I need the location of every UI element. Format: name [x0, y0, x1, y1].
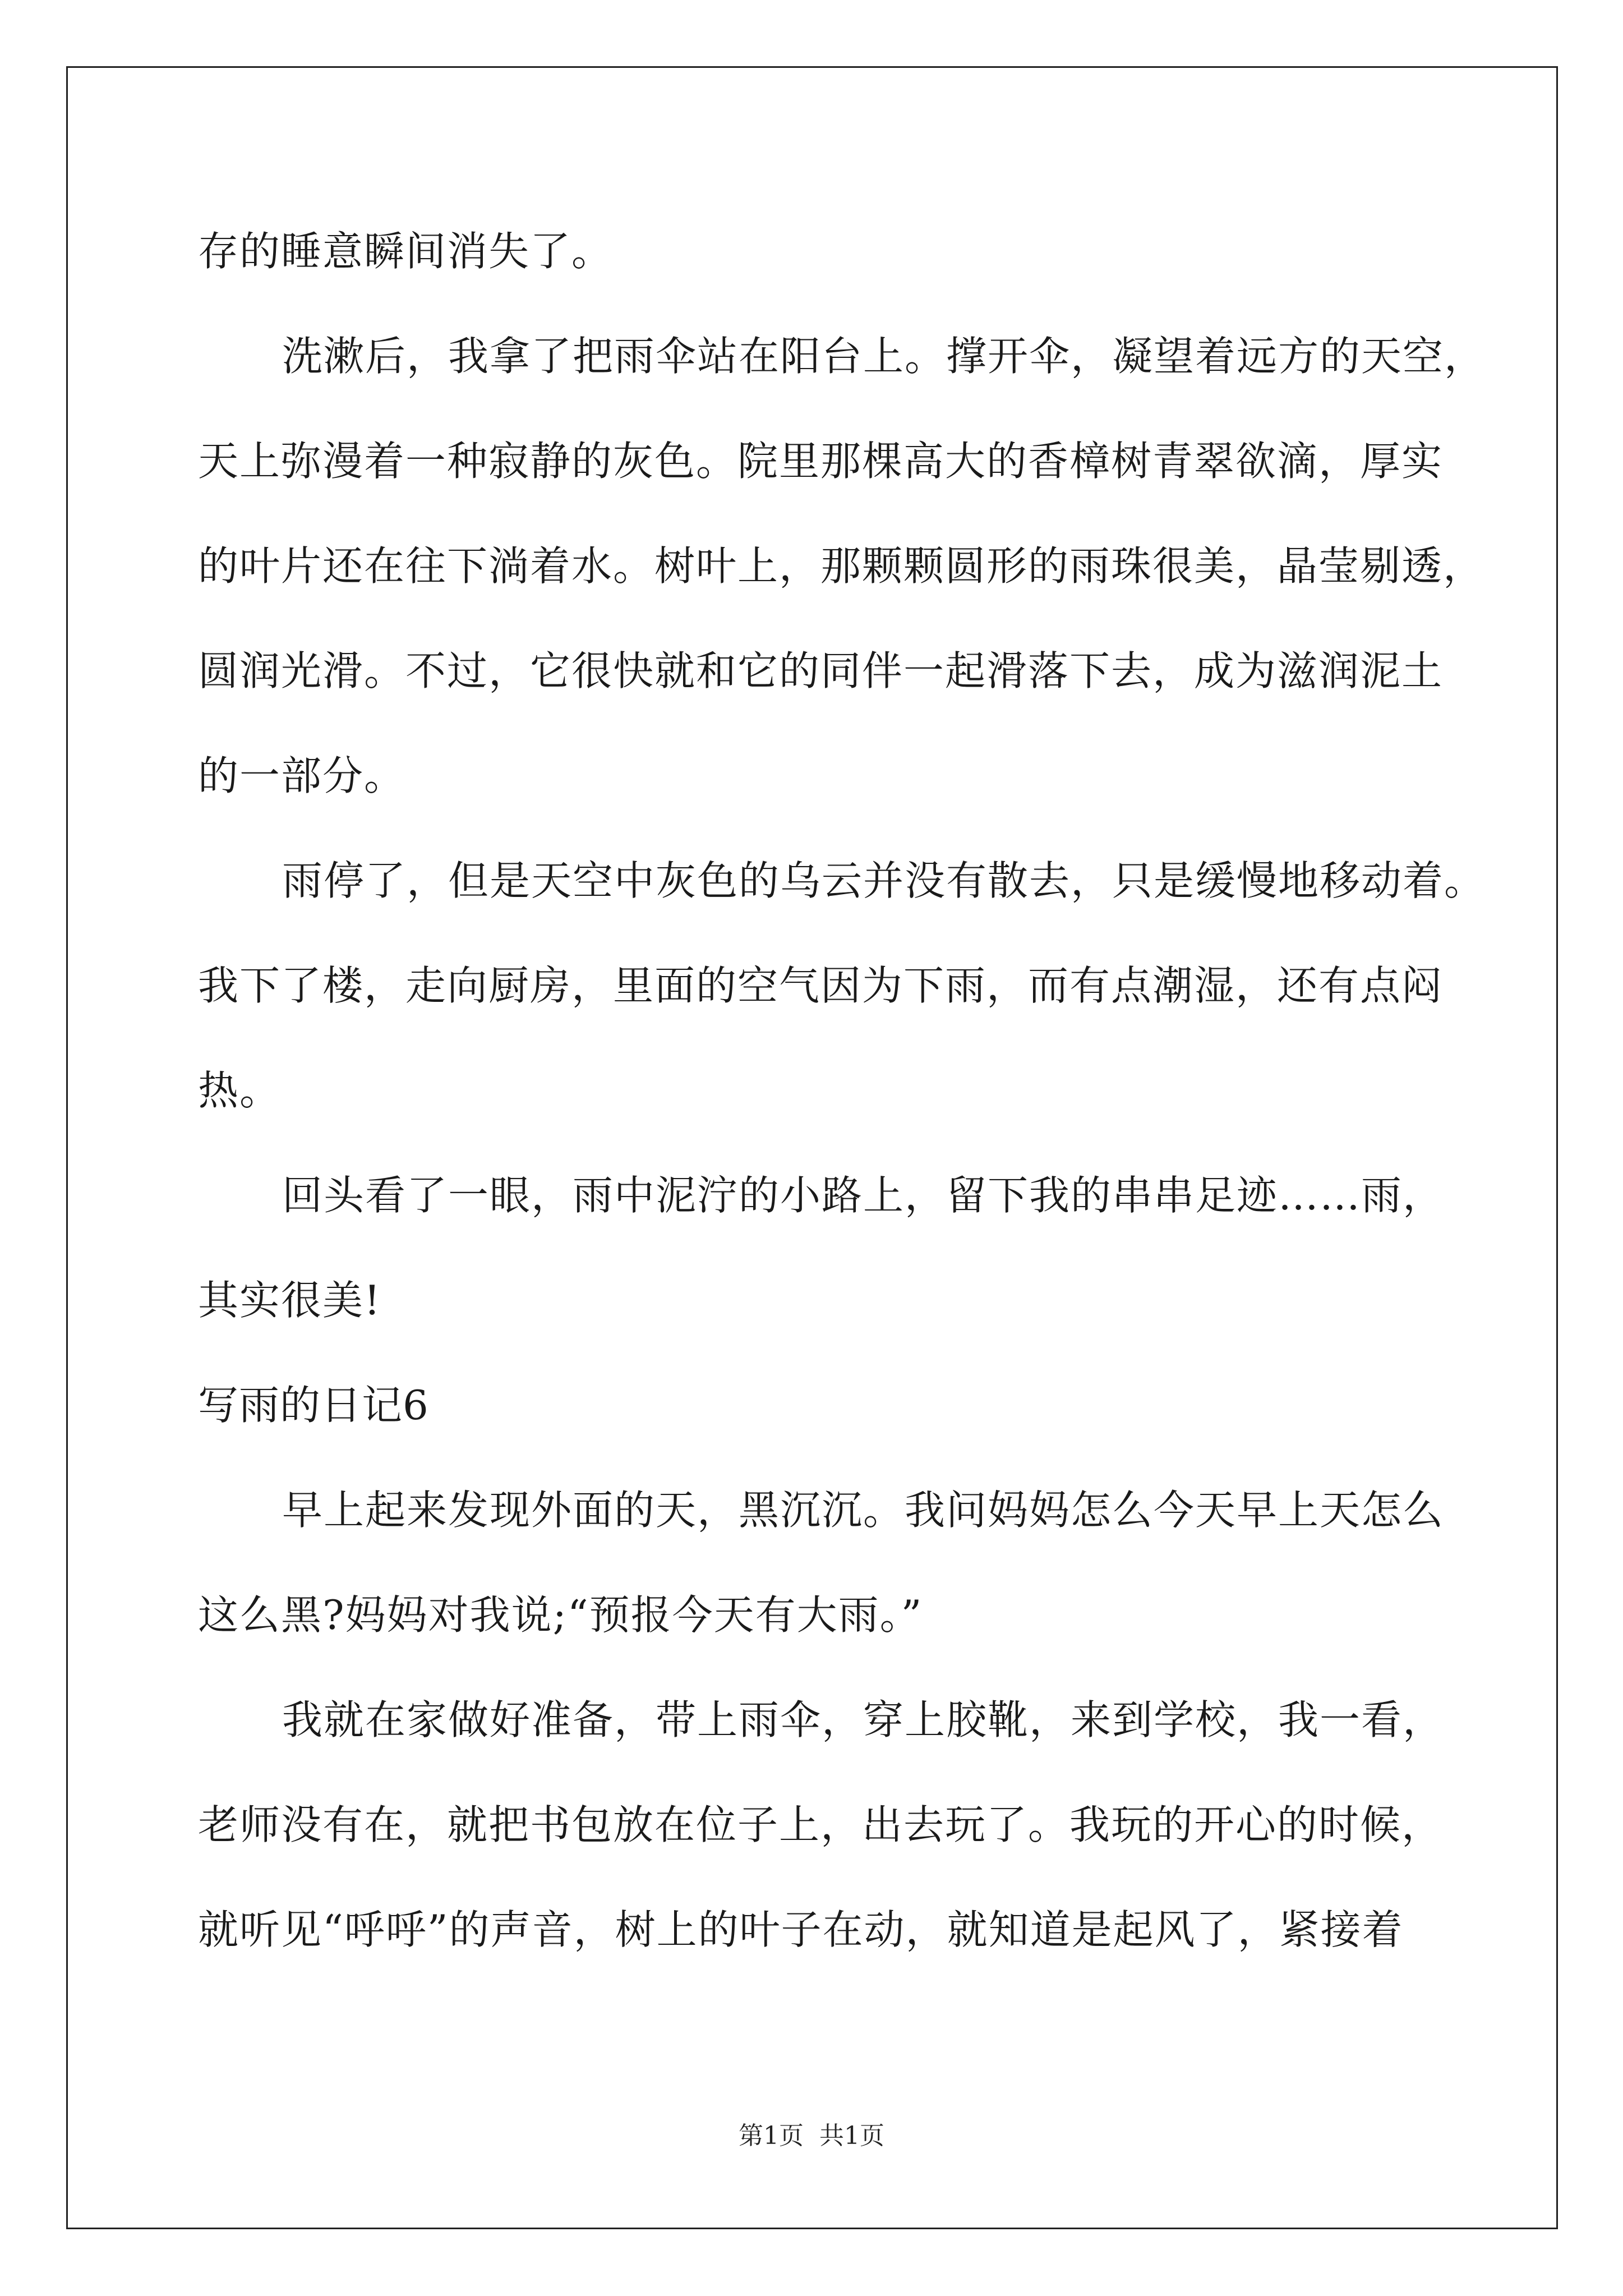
- text-line: 这么黑?妈妈对我说;“预报今天有大雨。”: [198, 1591, 923, 1639]
- text-line: 老师没有在，就把书包放在位子上，出去玩了。我玩的开心的时候，: [198, 1801, 1444, 1848]
- text-line: 雨停了，但是天空中灰色的乌云并没有散去，只是缓慢地移动着。: [282, 857, 1486, 904]
- text-line: 我就在家做好准备，带上雨伞，穿上胶靴，来到学校，我一看，: [282, 1696, 1445, 1743]
- text-line: 的一部分。: [198, 752, 406, 799]
- text-line: 洗漱后，我拿了把雨伞站在阳台上。撑开伞，凝望着远方的天空，: [282, 333, 1486, 380]
- text-line: 我下了楼，走向厨房，里面的空气因为下雨，而有点潮湿，还有点闷: [198, 962, 1444, 1009]
- text-line: 天上弥漫着一种寂静的灰色。院里那棵高大的香樟树青翠欲滴，厚实: [198, 438, 1444, 485]
- text-line: 就听见“呼呼”的声音，树上的叶子在动，就知道是起风了，紧接着: [198, 1906, 1404, 1953]
- text-line: 存的睡意瞬间消失了。: [198, 228, 614, 275]
- section-heading: 写雨的日记6: [198, 1382, 429, 1429]
- text-line: 圆润光滑。不过，它很快就和它的同伴一起滑落下去，成为滋润泥土: [198, 647, 1444, 694]
- page-total: 共1页: [819, 2122, 884, 2150]
- page-number: 第1页: [739, 2122, 804, 2150]
- text-line: 回头看了一眼，雨中泥泞的小路上，留下我的串串足迹……雨，: [282, 1172, 1445, 1219]
- text-line: 其实很美!: [198, 1277, 381, 1324]
- text-line: 的叶片还在往下淌着水。树叶上，那颗颗圆形的雨珠很美，晶莹剔透，: [198, 542, 1485, 590]
- document-body: [198, 218, 1486, 2001]
- page-footer: [0, 2119, 1623, 2153]
- text-line: 早上起来发现外面的天，黑沉沉。我问妈妈怎么今天早上天怎么: [282, 1487, 1445, 1534]
- text-line: 热。: [198, 1067, 282, 1114]
